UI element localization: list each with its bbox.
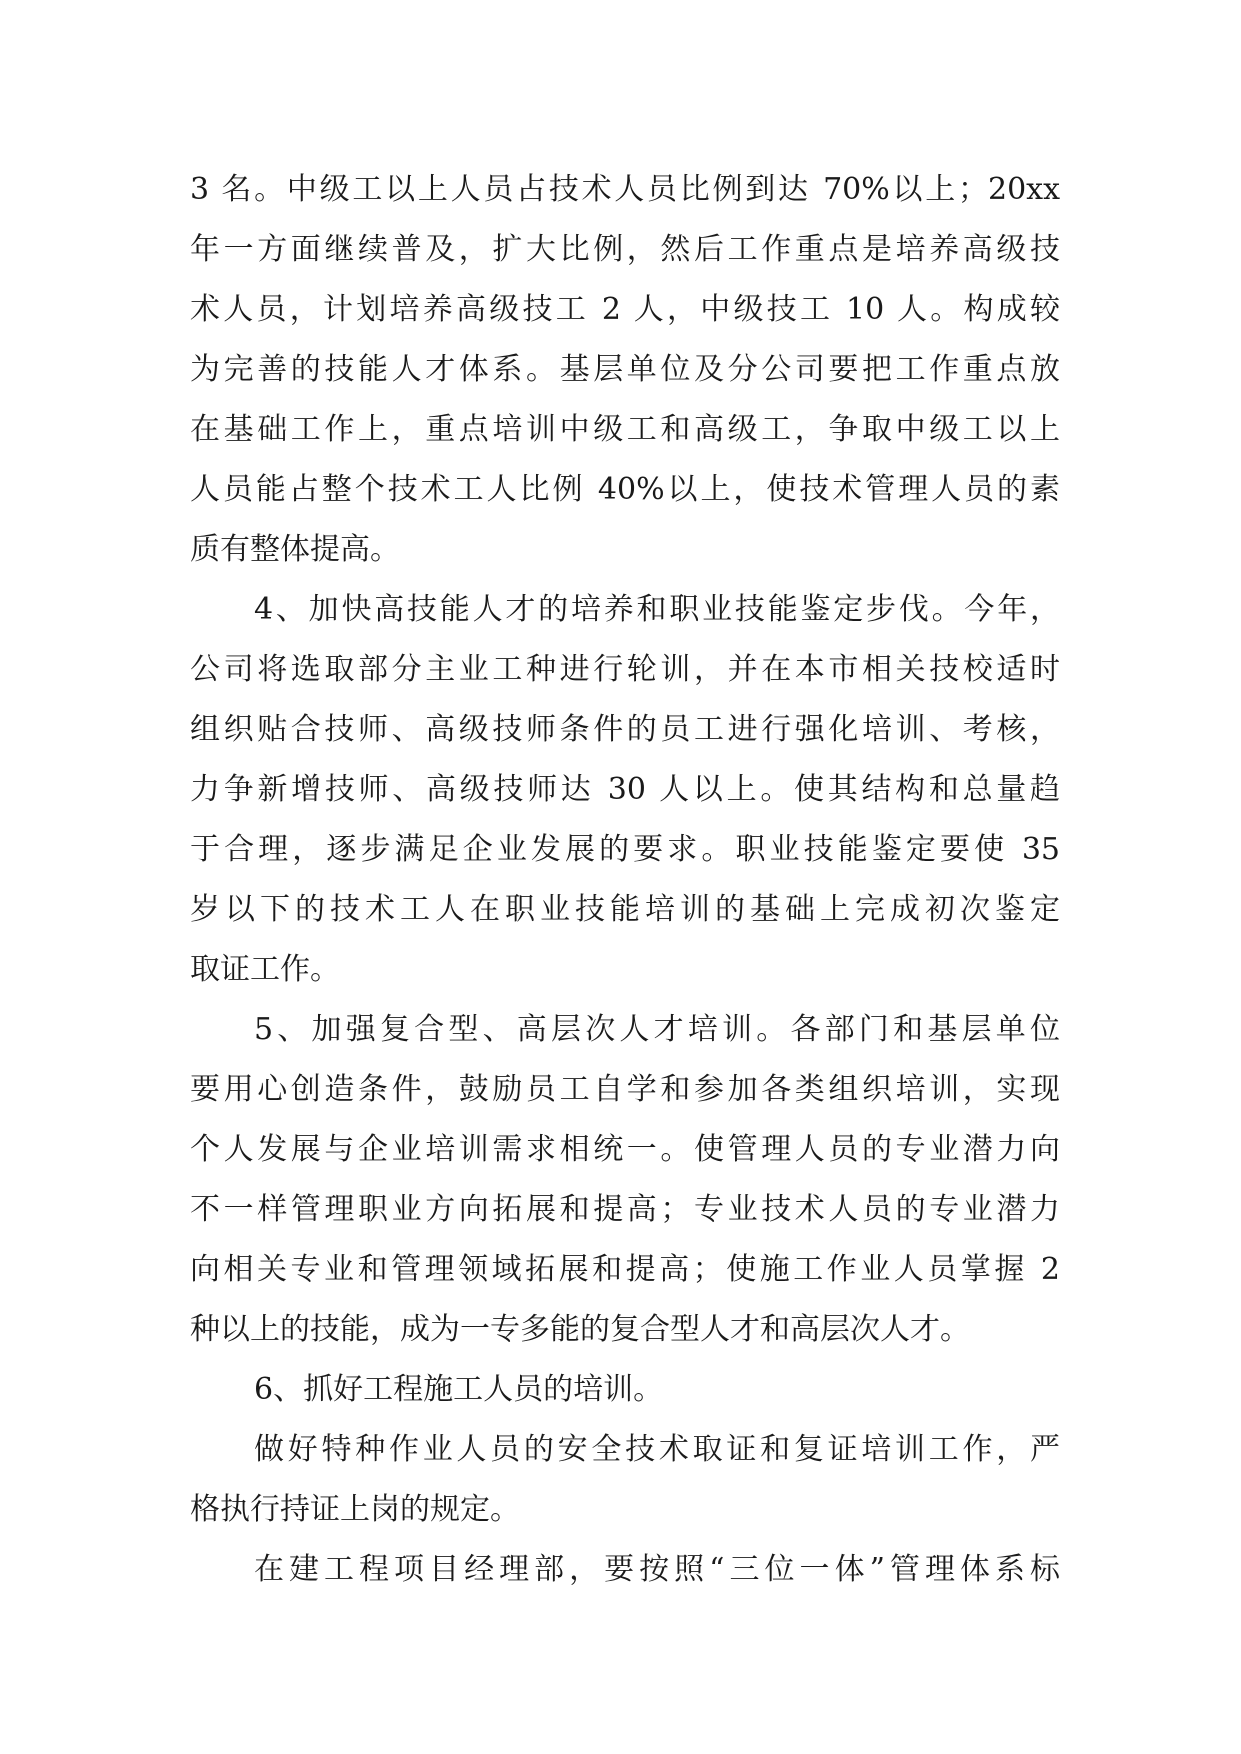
text-line: 格执行持证上岗的规定。 bbox=[190, 1492, 520, 1527]
text-line: 人员能占整个技术工人比例 40%以上，使技术管理人员的素 bbox=[190, 472, 1060, 507]
text-line: 种以上的技能，成为一专多能的复合型人才和高层次人才。 bbox=[190, 1312, 970, 1347]
text-line: 公司将选取部分主业工种进行轮训，并在本市相关技校适时 bbox=[190, 652, 1060, 687]
text-line: 质有整体提高。 bbox=[190, 532, 400, 567]
paragraph-heading-4: 4、加快高技能人才的培养和职业技能鉴定步伐。今年， bbox=[254, 592, 1060, 627]
text-line: 向相关专业和管理领域拓展和提高；使施工作业人员掌握 2 bbox=[190, 1252, 1060, 1287]
text-line: 在基础工作上，重点培训中级工和高级工，争取中级工以上 bbox=[190, 412, 1060, 447]
text-line: 个人发展与企业培训需求相统一。使管理人员的专业潜力向 bbox=[190, 1132, 1060, 1167]
text-line: 不一样管理职业方向拓展和提高；专业技术人员的专业潜力 bbox=[190, 1192, 1060, 1227]
document-body bbox=[190, 160, 1060, 1600]
text-line: 做好特种作业人员的安全技术取证和复证培训工作，严 bbox=[254, 1432, 1060, 1467]
text-line: 取证工作。 bbox=[190, 952, 340, 987]
text-line: 岁以下的技术工人在职业技能培训的基础上完成初次鉴定 bbox=[190, 892, 1060, 927]
text-line: 力争新增技师、高级技师达 30 人以上。使其结构和总量趋 bbox=[190, 772, 1060, 807]
text-line: 为完善的技能人才体系。基层单位及分公司要把工作重点放 bbox=[190, 352, 1060, 387]
text-line: 3 名。中级工以上人员占技术人员比例到达 70%以上；20xx bbox=[190, 172, 1060, 207]
text-line: 要用心创造条件，鼓励员工自学和参加各类组织培训，实现 bbox=[190, 1072, 1060, 1107]
text-line: 于合理，逐步满足企业发展的要求。职业技能鉴定要使 35 bbox=[190, 832, 1060, 867]
text-line: 组织贴合技师、高级技师条件的员工进行强化培训、考核， bbox=[190, 712, 1060, 747]
paragraph-heading-6: 6、抓好工程施工人员的培训。 bbox=[254, 1372, 664, 1407]
text-line: 在建工程项目经理部，要按照“三位一体”管理体系标 bbox=[254, 1552, 1060, 1587]
text-line: 年一方面继续普及，扩大比例，然后工作重点是培养高级技 bbox=[190, 232, 1060, 267]
text-line: 术人员，计划培养高级技工 2 人，中级技工 10 人。构成较 bbox=[190, 292, 1060, 327]
paragraph-heading-5: 5、加强复合型、高层次人才培训。各部门和基层单位 bbox=[254, 1012, 1060, 1047]
